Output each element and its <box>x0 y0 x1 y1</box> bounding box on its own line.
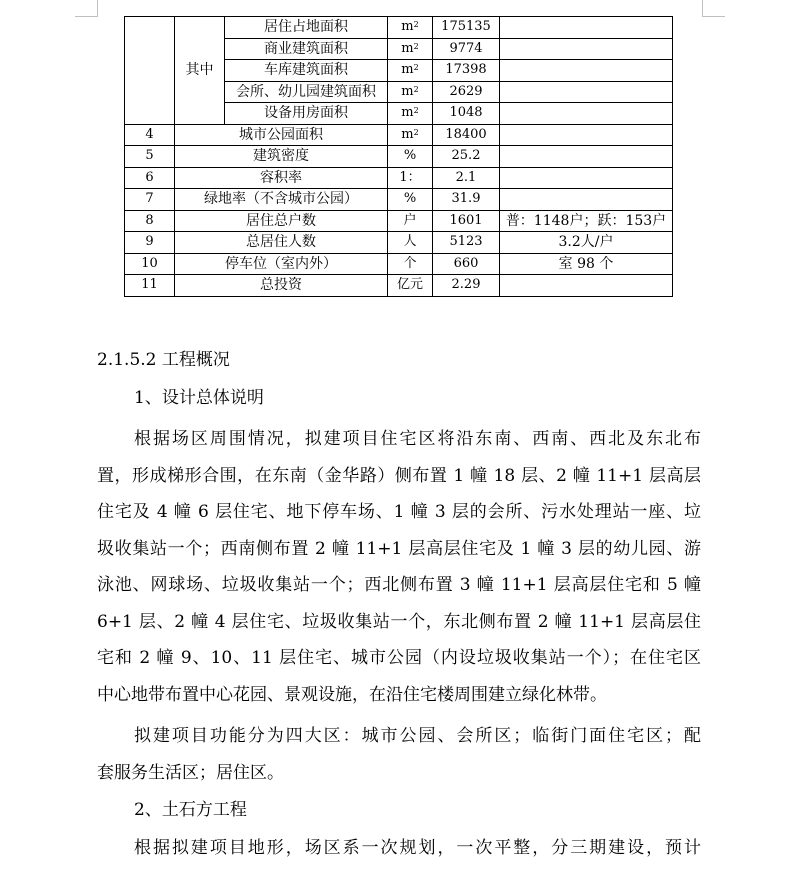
unit-superscript: 2 <box>413 106 419 116</box>
row-number-cell: 4 <box>125 124 175 146</box>
note-cell <box>500 167 673 189</box>
note-cell: 3.2人/户 <box>500 232 673 254</box>
unit-superscript: 2 <box>413 41 419 51</box>
value-cell: 31.9 <box>433 189 500 211</box>
page-corner-mark-right <box>702 0 725 17</box>
item-cell: 车库建筑面积 <box>225 60 388 82</box>
unit-text: % <box>403 148 417 164</box>
table-row <box>125 189 673 211</box>
value-cell: 9774 <box>433 38 500 60</box>
note-cell <box>500 103 673 125</box>
note-cell: 室 98 个 <box>500 253 673 275</box>
item-cell: 设备用房面积 <box>225 103 388 125</box>
section-heading: 2.1.5.2 工程概况 <box>97 350 230 370</box>
note-cell: 普：1148户；跃：153户 <box>500 210 673 232</box>
paragraph-line: 宅和 2 幢 9、10、11 层住宅、城市公园（内设垃圾收集站一个）；在住宅区 <box>97 648 701 668</box>
table-row <box>125 17 673 39</box>
unit-cell <box>388 146 433 168</box>
unit-cell <box>388 253 433 275</box>
table-row <box>125 167 673 189</box>
unit-superscript: 2 <box>413 84 419 94</box>
item-cell: 停车位（室内外） <box>175 253 388 275</box>
item-cell: 城市公园面积 <box>175 124 388 146</box>
paragraph-line: 6+1 层、2 幢 4 层住宅、垃圾收集站一个，东北侧布置 2 幢 11+1 层高层住 <box>97 611 701 632</box>
item-cell: 绿地率（不含城市公园） <box>175 189 388 211</box>
table-row <box>125 146 673 168</box>
table-row <box>125 275 673 297</box>
row-number-cell: 9 <box>125 232 175 254</box>
row-number-cell: 7 <box>125 189 175 211</box>
item-cell: 总投资 <box>175 275 388 297</box>
paragraph-line: 中心地带布置中心花园、景观设施，在沿住宅楼周围建立绿化林带。 <box>97 684 607 705</box>
value-cell: 5123 <box>433 232 500 254</box>
unit-cell <box>388 81 433 103</box>
table-row <box>125 210 673 232</box>
table-row <box>125 253 673 275</box>
item-cell: 居住占地面积 <box>225 17 388 39</box>
subsection-design-overview: 1、设计总体说明 <box>134 388 264 408</box>
paragraph-line: 置，形成梯形合围，在东南（金华路）侧布置 1 幢 18 层、2 幢 11+1 层高层 <box>97 465 701 486</box>
paragraph-line: 住宅及 4 幢 6 层住宅、地下停车场、1 幢 3 层的会所、污水处理站一座、垃 <box>97 502 701 522</box>
value-cell: 25.2 <box>433 146 500 168</box>
unit-cell <box>388 189 433 211</box>
paragraph-line: 泳池、网球场、垃圾收集站一个；西北侧布置 3 幢 11+1 层高层住宅和 5 幢 <box>97 575 701 595</box>
unit-cell <box>388 232 433 254</box>
paragraph-line: 套服务生活区；居住区。 <box>97 762 284 783</box>
value-cell: 660 <box>433 253 500 275</box>
unit-cell <box>388 124 433 146</box>
row-number-cell: 8 <box>125 210 175 232</box>
note-cell <box>500 60 673 82</box>
value-cell: 1601 <box>433 210 500 232</box>
unit-text: m <box>401 105 414 121</box>
unit-cell <box>388 275 433 297</box>
unit-superscript: 2 <box>413 127 419 137</box>
indicator-table <box>124 16 673 297</box>
unit-text: m <box>401 126 414 142</box>
note-cell <box>500 189 673 211</box>
paragraph-line: 根据拟建项目地形，场区系一次规划，一次平整，分三期建设，预计 <box>134 838 701 858</box>
row-number-cell: 10 <box>125 253 175 275</box>
subsection-earthworks: 2、土石方工程 <box>134 800 247 820</box>
paragraph-line: 根据场区周围情况，拟建项目住宅区将沿东南、西南、西北及东北布 <box>134 429 701 449</box>
item-cell: 会所、幼儿园建筑面积 <box>225 81 388 103</box>
item-cell: 容积率 <box>175 167 388 189</box>
item-cell: 建筑密度 <box>175 146 388 168</box>
value-cell: 175135 <box>433 17 500 39</box>
unit-text: 亿元 <box>396 277 423 293</box>
unit-cell <box>388 210 433 232</box>
value-cell: 18400 <box>433 124 500 146</box>
note-cell <box>500 275 673 297</box>
row-number-cell: 6 <box>125 167 175 189</box>
row-number-cell <box>125 17 175 125</box>
unit-superscript: 2 <box>413 63 419 73</box>
note-cell <box>500 38 673 60</box>
value-cell: 2629 <box>433 81 500 103</box>
unit-text: m <box>401 40 414 56</box>
note-cell <box>500 17 673 39</box>
item-cell: 居住总户数 <box>175 210 388 232</box>
row-number-cell: 5 <box>125 146 175 168</box>
table-row <box>125 232 673 254</box>
unit-cell <box>388 60 433 82</box>
unit-text: 人 <box>403 234 417 250</box>
unit-text: 1： <box>399 169 421 185</box>
note-cell <box>500 146 673 168</box>
unit-text: % <box>403 191 417 207</box>
value-cell: 17398 <box>433 60 500 82</box>
unit-cell <box>388 167 433 189</box>
unit-text: 个 <box>403 255 417 271</box>
note-cell <box>500 81 673 103</box>
page-corner-mark-left <box>75 0 98 17</box>
item-cell: 商业建筑面积 <box>225 38 388 60</box>
unit-text: 户 <box>403 212 417 228</box>
note-cell <box>500 124 673 146</box>
value-cell: 2.29 <box>433 275 500 297</box>
group-label-cell: 其中 <box>175 17 225 125</box>
unit-cell <box>388 103 433 125</box>
table-row <box>125 124 673 146</box>
unit-text: m <box>401 19 414 35</box>
value-cell: 2.1 <box>433 167 500 189</box>
paragraph-line: 圾收集站一个；西南侧布置 2 幢 11+1 层高层住宅及 1 幢 3 层的幼儿园、游 <box>97 538 701 559</box>
unit-text: m <box>401 62 414 78</box>
row-number-cell: 11 <box>125 275 175 297</box>
paragraph-line: 拟建项目功能分为四大区：城市公园、会所区；临街门面住宅区；配 <box>134 726 701 746</box>
unit-cell <box>388 17 433 39</box>
unit-superscript: 2 <box>413 20 419 30</box>
unit-text: m <box>401 83 414 99</box>
indicator-table-body <box>125 17 673 297</box>
item-cell: 总居住人数 <box>175 232 388 254</box>
value-cell: 1048 <box>433 103 500 125</box>
unit-cell <box>388 38 433 60</box>
